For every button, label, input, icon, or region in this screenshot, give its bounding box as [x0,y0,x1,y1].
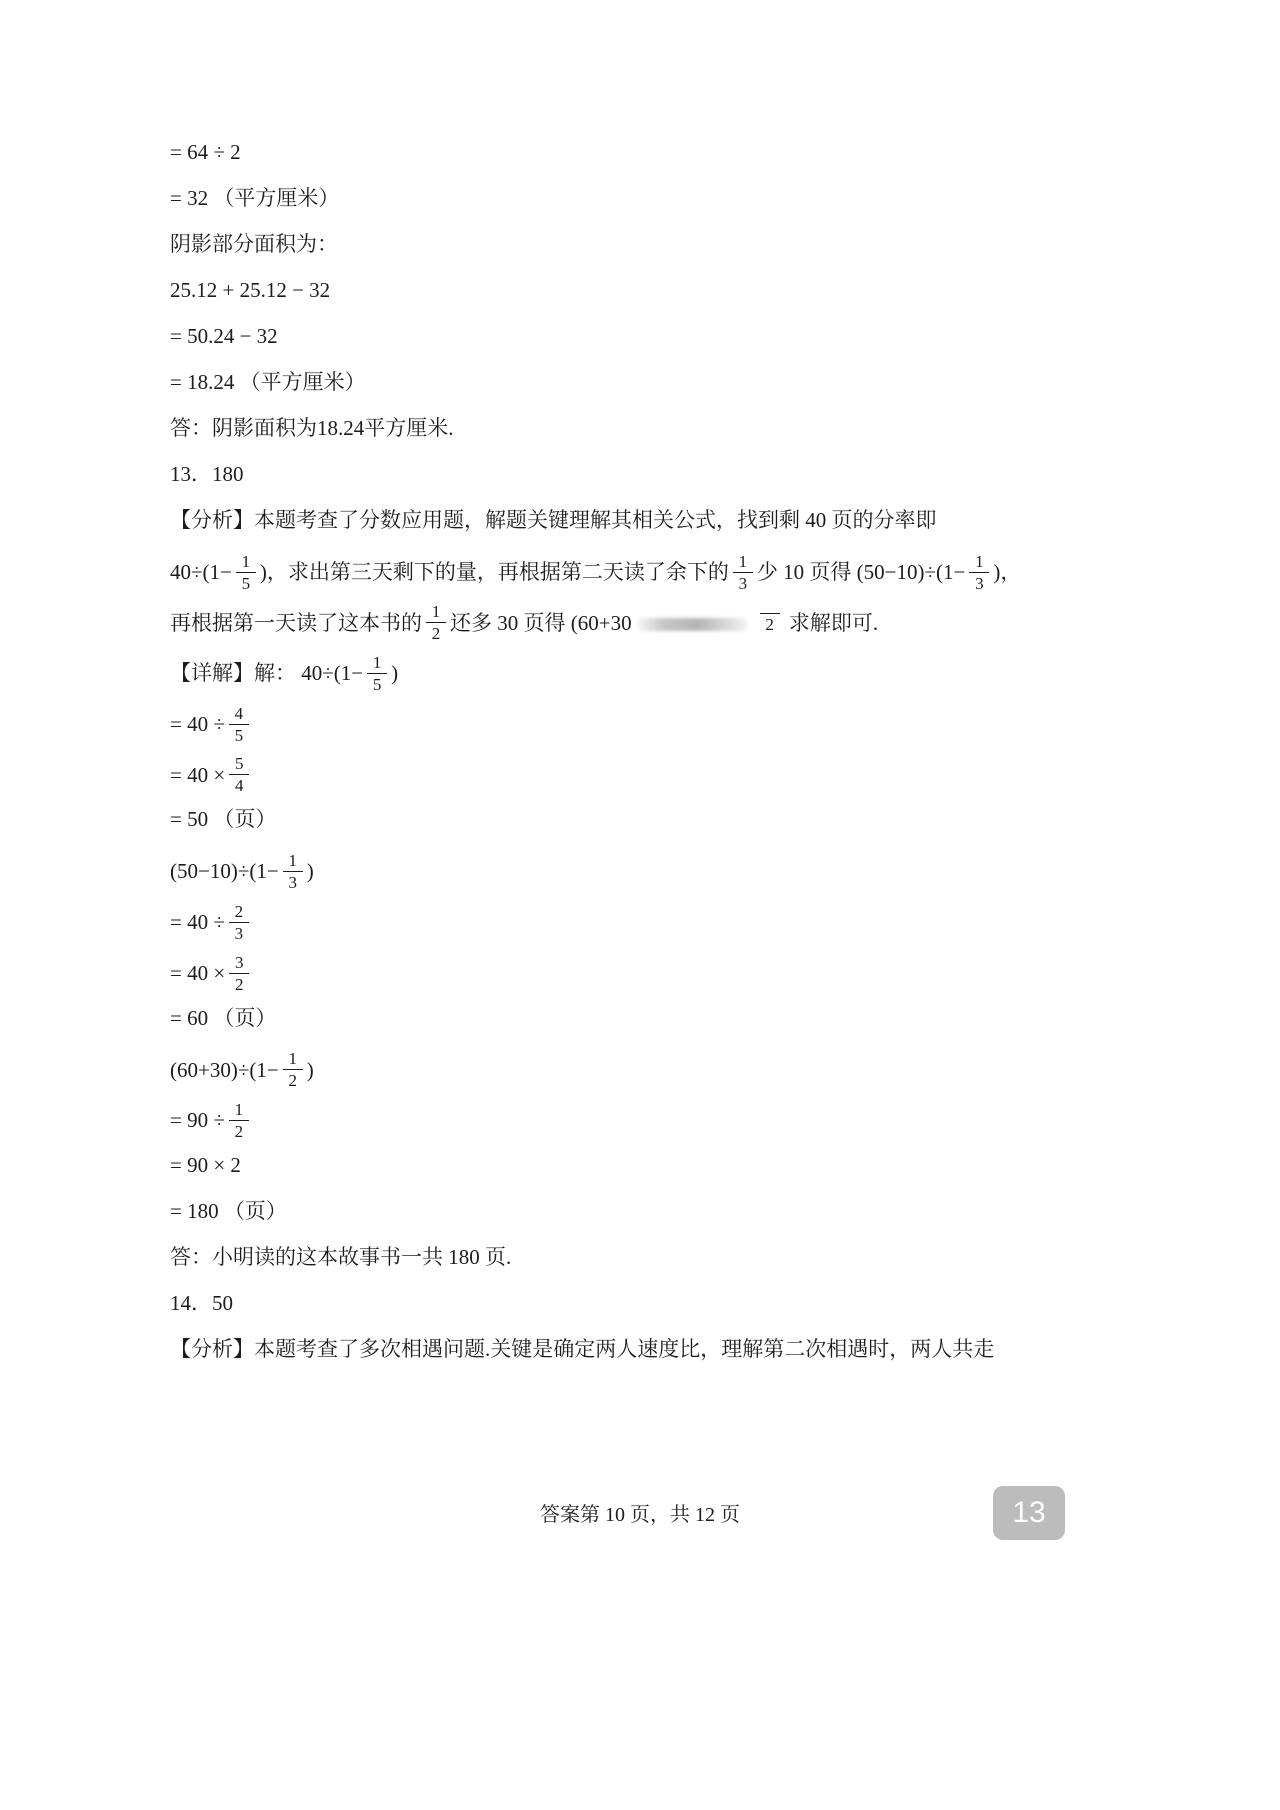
document-content [170,138,1140,1381]
text-segment: 再根据第一天读了这本书的 [170,610,422,635]
fraction [229,754,249,795]
fraction-denominator: 2 [765,614,774,634]
fraction [426,602,446,643]
doc-line [170,755,1140,798]
text-segment: = 50.24 − 32 [170,324,278,348]
fraction-numerator: 4 [229,704,249,725]
doc-line [170,322,1140,350]
text-segment: )， [993,560,1022,584]
fraction-denominator: 2 [288,1071,297,1091]
doc-line [170,276,1140,304]
text-segment: 14．50 [170,1290,233,1315]
fraction-denominator: 3 [738,573,748,593]
fraction [229,704,249,745]
text-segment: ) [391,661,399,686]
doc-line [170,552,1140,595]
fraction-numerator: 1 [367,653,387,674]
doc-line [170,414,1140,442]
text-segment: = 40 × [170,762,226,787]
doc-line [170,1197,1140,1225]
fraction-numerator: 1 [236,552,256,573]
fraction [283,851,303,892]
doc-line [170,1004,1140,1032]
doc-line [170,184,1140,212]
fraction-denominator: 4 [234,776,244,796]
fraction [367,653,387,694]
fraction [229,1100,249,1141]
text-segment: = 50 （页） [170,807,277,832]
doc-line [170,506,1140,534]
doc-line [170,953,1140,996]
doc-line [170,851,1140,894]
fraction-numerator: 1 [969,552,989,573]
doc-line [170,1289,1140,1317]
text-segment: 25.12 + 25.12 − 32 [170,278,331,302]
doc-line [170,902,1140,945]
text-segment: 还多 30 页得 (60+30 [450,610,632,635]
text-segment: = 64 ÷ 2 [170,140,241,164]
text-segment: 答：小明读的这本故事书一共 180 页. [170,1244,512,1269]
fraction-numerator: 1 [283,851,303,872]
fraction-denominator: 3 [234,923,244,943]
doc-line [170,1243,1140,1271]
doc-line [170,1100,1140,1143]
text-segment: 少 10 页得 (50−10)÷(1− [756,560,966,584]
text-segment: )，求出第三天剩下的量，再根据第二天读了余下的 [259,560,729,584]
text-segment: = 40 ÷ [170,712,225,737]
text-segment: = 40 ÷ [170,910,225,935]
doc-line [170,704,1140,747]
text-segment: = 90 × 2 [170,1152,241,1177]
text-segment: 【分析】本题考查了多次相遇问题.关键是确定两人速度比，理解第二次相遇时，两人共走 [170,1336,995,1361]
doc-line [170,460,1140,488]
fraction-numerator: 3 [229,953,249,974]
fraction-denominator: 3 [288,873,297,893]
fraction [760,612,780,634]
doc-line [170,230,1140,258]
text-segment: 【详解】解： 40÷(1− [170,661,364,686]
fraction-numerator: 1 [283,1049,303,1070]
fraction [236,552,256,593]
text-segment: (60+30)÷(1− [170,1057,279,1082]
text-segment: 阴影部分面积为： [170,232,338,256]
text-segment: 13．180 [170,462,244,486]
text-segment: = 40 × [170,960,226,985]
text-segment: 【分析】本题考查了分数应用题，解题关键理解其相关公式，找到剩 40 页的分率即 [170,508,937,532]
text-segment: ) [306,1057,314,1082]
doc-line [170,603,1140,646]
fraction [733,552,753,593]
text-segment: = 90 ÷ [170,1108,225,1133]
text-segment: ) [306,859,314,884]
fraction [229,902,249,943]
doc-line [170,1050,1140,1093]
doc-line [170,1335,1140,1363]
text-segment: 求解即可. [783,610,879,635]
text-segment: = 60 （页） [170,1005,277,1030]
text-segment: 答：阴影面积为18.24平方厘米. [170,416,454,440]
doc-line [170,653,1140,696]
fraction-denominator: 5 [241,573,251,593]
page-number-badge: 13 [993,1486,1065,1540]
fraction-denominator: 5 [234,725,244,745]
text-segment: (50−10)÷(1− [170,859,279,884]
doc-line [170,138,1140,166]
redaction-smudge [636,618,748,631]
text-segment: = 32 （平方厘米） [170,186,340,210]
fraction [283,1049,303,1090]
fraction-numerator: 1 [229,1100,249,1121]
fraction-denominator: 5 [372,675,382,695]
fraction [969,552,989,593]
text-segment: = 18.24 （平方厘米） [170,370,366,394]
fraction-numerator: 1 [426,602,446,623]
fraction [229,953,249,994]
fraction-numerator: 5 [229,754,249,775]
fraction-denominator: 3 [975,573,984,593]
doc-line [170,1151,1140,1179]
doc-line [170,805,1140,833]
fraction-denominator: 2 [234,1121,244,1141]
doc-line [170,368,1140,396]
fraction-denominator: 2 [431,624,441,644]
fraction-numerator: 2 [229,902,249,923]
fraction-denominator: 2 [234,974,244,994]
text-segment: = 180 （页） [170,1198,287,1223]
text-segment: 40÷(1− [170,560,232,584]
page-footer: 答案第 10 页，共 12 页 [540,1504,740,1526]
fraction-numerator: 1 [733,552,753,573]
